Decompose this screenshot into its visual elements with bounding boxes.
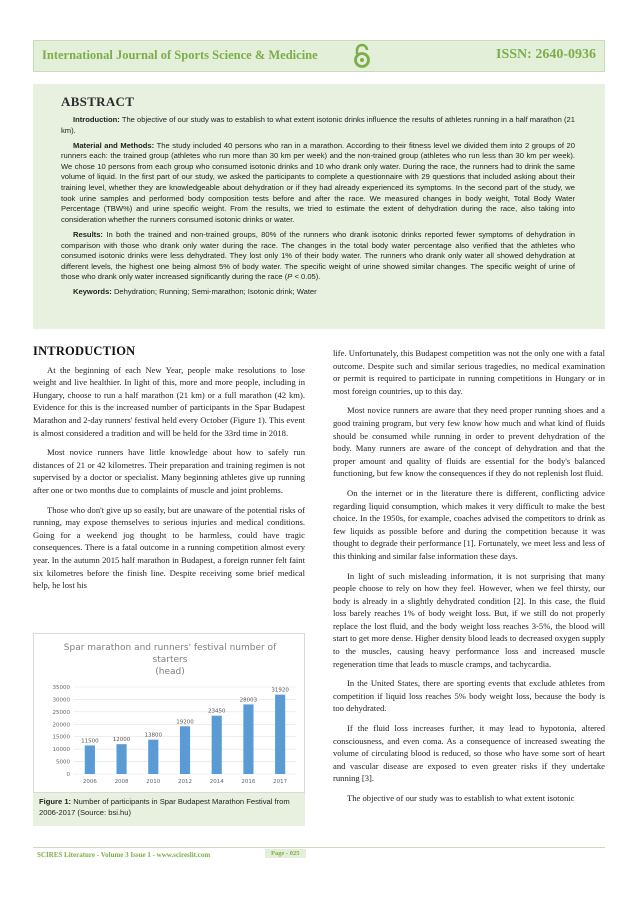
left-column [33,345,305,599]
paragraph: Most novice runners have little knowledge about how to safely run distances of 21 or 42 kilometres. Their preparation and training regimen is not supervised by a doctor or specialist. Many beginning athletes give up running after one or two months due to complaints of muscle and joint problems. [33,447,305,495]
keywords-text: Dehydration; Running; Semi-marathon; Isotonic drink; Water [113,287,317,297]
x-tick-label: 2014 [209,779,224,785]
x-tick-label: 2012 [178,779,192,785]
paragraph: At the beginning of each New Year, people make resolutions to lose weight and live healthier. In light of this, more and more people, including in Hungary, choose to run a half marathon (21 km) or a full marathon (42 km). Evidence for this is the increased number of participants in the Spar Budapest Marathon and 2-day runners' festival held every October (Figure 1). This event is almost considered a tradition and will be held for the 33rd time in 2018. [33,364,305,438]
caption-label: Figure 1: [39,797,72,806]
paragraph: Those who don't give up so easily, but are unaware of the potential risks of running, may expose themselves to serious injuries and medical conditions. Going for a weekend jog thought to be harmless, could have tragic consequences. There is a fatal outcome in a running competition almost every year. In the autumn 2015 half marathon in Budapest, a foreign runner felt faint six kilometres before the finish line. Despite receiving some brief medical help, he lost his [33,504,305,591]
bar-value-label: 23450 [207,708,226,715]
y-tick-label: 15000 [52,734,70,741]
bar-value-label: 11500 [81,738,99,745]
introduction-heading: INTRODUCTION [33,344,136,358]
bar [148,740,158,774]
caption-text: Number of participants in Spar Budapest Marathon Festival from 2006-2017 (Source: bsi.hu) [39,797,290,817]
paragraph: On the internet or in the literature there is different, conflicting advice regarding liquid consumption, which makes it very difficult to make the best choice. In the 1950s, for example, coaches advised the competitors to drink as few liquids as possible before and during the competition because it was thought to degrade their performance [1]. Fortunately, we meet less and less of this thinking and similar false information these days. [333,487,605,561]
paragraph: In light of such misleading information, it is not surprising that many people choose to rely on how they feel. However, when we feel thirsty, our body is already in a slightly dehydrated condition [2]. In this case, the fluid loss barely reaches 1% of body weight loss. But, if we still do not properly replace the lost fluid, and the body weight loss reaches 3-5%, the blood will start to get more dense. Higher density blood leads to decreased oxygen supply to the muscles, causing heavy performance loss and increased muscle regeneration time that leads to muscle cramps, and tachycardia. [333,570,605,669]
open-access-icon [352,43,372,69]
x-tick-label: 2008 [114,779,129,785]
bar-value-label: 13800 [144,732,163,739]
results-label: Results: [73,229,103,239]
bar [275,695,285,774]
intro-text: The objective of our study was to establish to what extent isotonic drinks influence the results of athletes running in a half marathon (21 km). [61,115,575,135]
page-footer [33,847,605,861]
bar [85,745,95,774]
footer-citation: SCIRES Literature - Volume 3 Issue 1 - www.scireslit.com [37,851,211,859]
y-tick-label: 0 [66,772,70,778]
y-tick-label: 25000 [52,709,70,716]
bar-value-label: 31920 [271,687,289,694]
chart-title-line: Spar marathon and runners' festival number of [63,643,277,653]
right-column [333,347,605,812]
results-p-value: < 0.05). [292,272,321,282]
abstract-methods [61,141,575,226]
issn-label: ISSN: 2640-0936 [496,47,596,62]
results-p-symbol: P [287,272,293,282]
y-tick-label: 10000 [52,747,70,754]
x-tick-label: 2017 [273,779,288,785]
page-number: Page - 025 [265,849,306,858]
bar [243,704,253,774]
y-tick-label: 5000 [56,759,70,766]
methods-label: Material and Methods: [73,140,155,150]
figure-1-chart [33,633,305,793]
y-tick-label: 20000 [52,722,70,729]
chart-title-line: starters [152,655,188,665]
bar [116,744,126,774]
bar [180,726,190,774]
keywords-label: Keywords: [73,287,112,297]
paragraph: In the United States, there are sporting events that exclude athletes from competition if liquid loss reaches 5% body weight loss, because the body is too dehydrated. [333,678,605,714]
paragraph: If the fluid loss increases further, it may lead to hypotonia, altered consciousness, and even coma. As a consequence of increased sweating the volume of circulating blood is reduced, so those who have some sort of heart and vascular disease are exposed to even greater risks if they undertake running [3]. [333,723,605,784]
x-tick-label: 2010 [146,779,161,785]
bar-chart [34,634,306,794]
intro-label: Introduction: [73,115,120,124]
abstract-title: ABSTRACT [61,94,135,109]
paragraph: The objective of our study was to establish to what extent isotonic [347,793,575,803]
paragraph: life. Unfortunately, this Budapest competition was not the only one with a fatal outcome. Despite such and similar serious tragedies, no medical examination or permit is required to participate in running competitions in Hungary or in most foreign countries, up to this day. [333,348,605,396]
x-tick-label: 2016 [241,779,256,785]
bar-value-label: 12000 [112,737,131,744]
bar [212,716,222,774]
abstract-box [33,84,605,329]
paragraph: Most novice runners are aware that they need proper running shoes and a good training program, but very few know how much and what kind of fluids should be consumed while running in order to prevent dehydration of the body. Many runners are aware of the concept of dehydration and that the proper amount and quality of fluids are essential for the body's balanced functioning, but few know the consequences if they do not replenish lost fluid. [333,405,605,479]
y-tick-label: 35000 [52,685,70,691]
journal-title: International Journal of Sports Science & Medicine [42,48,318,62]
methods-text: The study included 40 persons who ran in a marathon. According to their fitness level we divided them into 2 groups of 20 runners each: the trained group (athletes who run more than 30 km per week) and the non-trained group (athletes who run less than 30 km per week). We chose 10 persons from each group who consumed isotonic drinks and 10 who drank only water. During the race, the runners had to drink the same volume of liquid. In the first part of our study, we asked the participants to complete a questionnaire with 29 questions that included asking about their training level, whether they are knowledgeable about dehydration or if they had already experienced its symptoms. In the second part of the study, we took urine samples and performed body composition tests before and after the race. We measured changes in body weight, Total Body Water Percentage (TBW%) and urine specific weight. From the results, we tried to estimate the extent of dehydration during the race, also taking into consideration whether the runners consumed isotonic drinks or water. [61,140,575,224]
journal-header [33,40,605,72]
chart-title-line: (head) [155,667,185,677]
abstract-results [61,230,575,283]
figure-1-caption [33,793,305,826]
x-tick-label: 2006 [82,779,97,785]
results-text: In both the trained and non-trained groups, 80% of the runners who drank isotonic drinks reported fewer symptoms of dehydration in comparison with those who drank only water during the race. The changes in the total body water percentage also verified that the athletes who consumed isotonic drinks were less dehydrated. They lost only 1% of their body water. The runners who drank only water all showed dehydration at different levels, the highest one being almost 5% of body water. The specific weight of urine showed similar changes. The specific weight of urine of those who drank only water increased significantly during the race ( [61,229,575,282]
bar-value-label: 19200 [176,719,194,726]
bar-value-label: 28003 [239,697,258,704]
y-tick-label: 30000 [52,697,70,704]
abstract-introduction [61,115,575,136]
abstract-keywords [61,287,575,298]
